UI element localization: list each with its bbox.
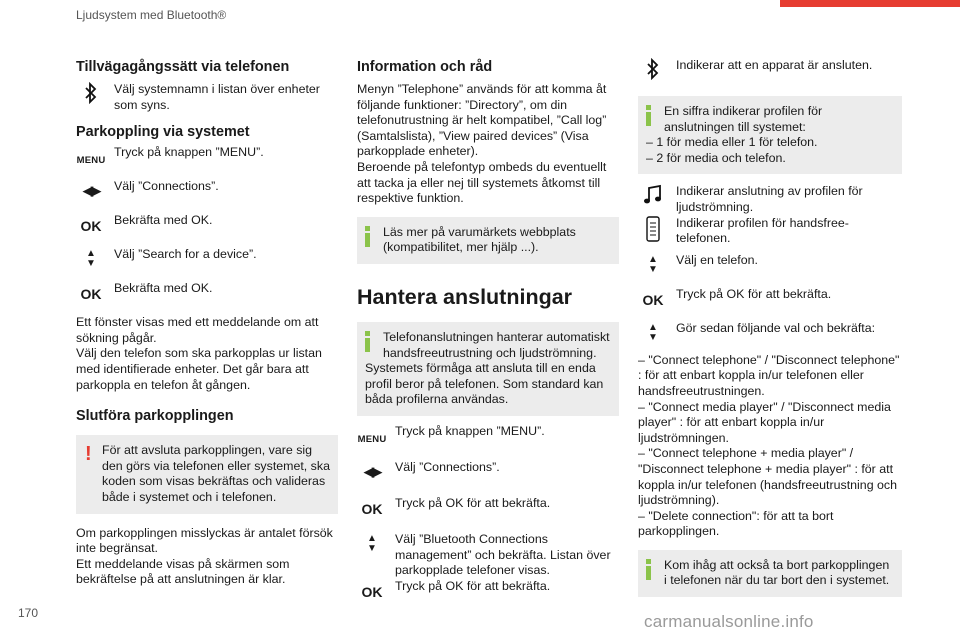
menu-button-icon: MENU	[76, 155, 106, 167]
page-number: 170	[18, 606, 39, 620]
ok-button-icon: OK	[80, 286, 102, 303]
step-2: ◀▶ Välj ”Connections”.	[76, 179, 338, 209]
heading-info: Information och råd	[357, 59, 493, 75]
info-icon	[365, 331, 370, 352]
up-down-arrows-icon: ▲ ▼	[648, 253, 658, 275]
info-note-2: Telefonanslutningen hanterar automatiskt handsfreeutrustning och ljudströmning. Systemets förmåga att ansluta till en enda profil beror på telefonen. Som standard kan båda profilerna användas.	[357, 322, 619, 416]
step-1: MENU Tryck på knappen ”MENU”.	[357, 424, 619, 454]
step-4: ▲ ▼ Välj ”Search for a device”.	[76, 247, 338, 277]
info-icon	[365, 226, 370, 247]
step-bluetooth: Välj systemnamn i listan över enheter som syns.	[76, 82, 338, 113]
info-icon	[646, 559, 651, 580]
step-5: OK Bekräfta med OK.	[76, 281, 338, 311]
step-confirm: OK Tryck på OK för att bekräfta.	[638, 287, 902, 317]
info-note-1: Läs mer på varumärkets webbplats (kompatibilitet, mer hjälp ...).	[357, 217, 619, 264]
column-2	[357, 58, 619, 609]
up-down-arrows-icon: ▲ ▼	[367, 532, 377, 554]
watermark: carmanualsonline.info	[644, 612, 814, 631]
heading-via-phone: Tillvägagångssätt via telefonen	[76, 59, 290, 75]
option-media: – "Connect media player" / "Disconnect media player" : för att enbart koppla in/ur ljudströmningen.	[638, 399, 891, 445]
music-note-icon	[638, 184, 668, 211]
bluetooth-icon	[76, 82, 106, 109]
ok-button-icon: OK	[361, 583, 383, 600]
accent-bar	[780, 0, 960, 7]
phone-indicator: Indikerar profilen för handsfree-telefonen.	[638, 216, 902, 247]
phone-icon	[638, 216, 668, 247]
option-telephone: – "Connect telephone" / "Disconnect telephone" : för att enbart koppla in/ur telefonen eller handsfreeutrustningen.	[638, 352, 900, 398]
step-4: ▲ ▼ Välj ”Bluetooth Connections management” och bekräfta. Listan över parkopplade telefoner visas.	[357, 532, 619, 579]
ok-button-icon: OK	[80, 218, 102, 235]
running-header: Ljudsystem med Bluetooth®	[76, 8, 227, 22]
up-down-arrows-icon: ▲ ▼	[86, 248, 96, 270]
option-both: – "Connect telephone + media player" / "Disconnect telephone + media player" : för att koppla in/ur telefonen (handsfreeutrustning och ljudströmning).	[638, 446, 897, 508]
step-1: MENU Tryck på knappen ”MENU”.	[76, 145, 338, 175]
step-5: OK Tryck på OK för att bekräfta.	[357, 579, 619, 609]
bluetooth-indicator: Indikerar att en apparat är ansluten.	[638, 58, 902, 88]
paragraph-search: Ett fönster visas med ett meddelande om att sökning pågår. Välj den telefon som ska parkopplas ur listan med identifierade enheter. Det går bara att parkoppla en telefon åt gången.	[76, 315, 322, 392]
heading-pair-system: Parkoppling via systemet	[76, 124, 250, 141]
step-3: OK Tryck på OK för att bekräfta.	[357, 496, 619, 526]
step-choose: ▲ ▼ Gör sedan följande val och bekräfta:	[638, 321, 902, 351]
step-select-phone: ▲ ▼ Välj en telefon.	[638, 253, 902, 283]
delete-note: Kom ihåg att också ta bort parkopplingen i telefonen när du tar bort den i systemet.	[638, 550, 902, 597]
left-right-arrows-icon: ◀▶	[83, 183, 99, 199]
column-1	[76, 58, 338, 588]
music-indicator: Indikerar anslutning av profilen för ljudströmning.	[638, 184, 902, 215]
bluetooth-icon	[638, 58, 668, 85]
paragraph-failure: Om parkopplingen misslyckas är antalet försök inte begränsat. Ett meddelande visas på skärmen som bekräftelse på att anslutningen är klar.	[76, 525, 333, 587]
left-right-arrows-icon: ◀▶	[364, 463, 380, 479]
column-3	[638, 58, 902, 597]
info-icon	[646, 105, 651, 126]
menu-button-icon: MENU	[357, 433, 387, 445]
step-3: OK Bekräfta med OK.	[76, 213, 338, 243]
up-down-arrows-icon: ▲ ▼	[648, 321, 658, 343]
profile-note: En siffra indikerar profilen för anslutningen till systemet: – 1 för media eller 1 för telefon. – 2 för media och telefon.	[638, 96, 902, 174]
option-delete: – "Delete connection": för att ta bort parkopplingen.	[638, 508, 834, 539]
ok-button-icon: OK	[361, 500, 383, 517]
heading-manage: Hantera anslutningar	[357, 284, 573, 309]
warning-icon: !	[85, 443, 92, 466]
step-2: ◀▶ Välj ”Connections”.	[357, 460, 619, 490]
paragraph-info: Menyn ”Telephone” används för att komma åt följande funktioner: ”Directory”, om din telefonutrustning är helt kompatibel, ”Call log” (Samtalslista), ”View paired devices” (Visa parkopplade enheter). Beroende på telefontyp ombeds du eventuellt att tacka ja eller nej till systemets åtkomst till respektive funktion.	[357, 82, 607, 206]
ok-button-icon: OK	[642, 291, 664, 308]
warning-box: ! För att avsluta parkopplingen, vare sig den görs via telefonen eller systemet, ska koden som visas bekräftas och valideras både i systemet och i telefonen.	[76, 435, 338, 513]
heading-finish: Slutföra parkopplingen	[76, 408, 234, 425]
